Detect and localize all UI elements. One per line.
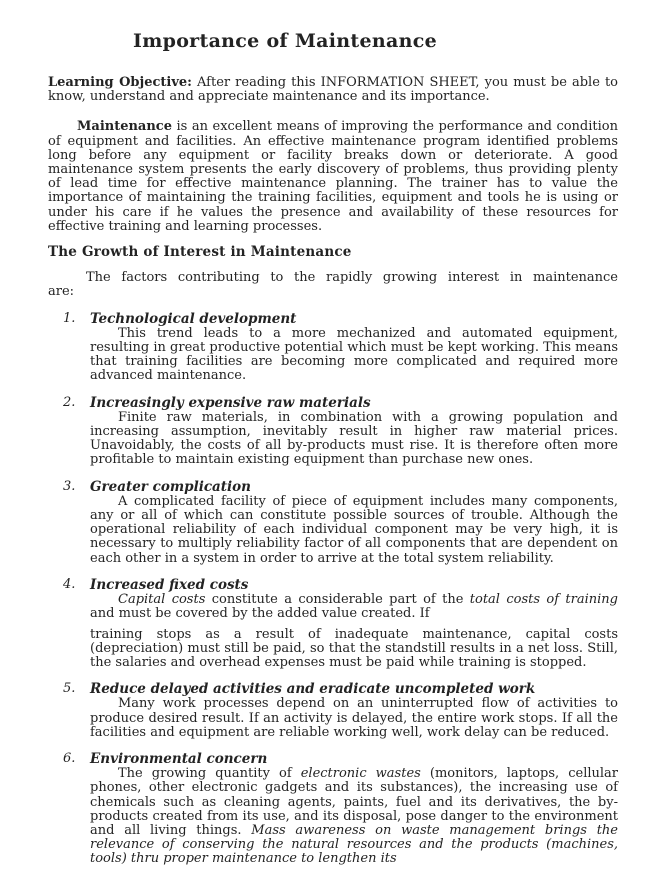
item-body-text: and must be covered by the added value created. If [90, 606, 430, 622]
list-item-technological-development [48, 312, 618, 384]
lead-line-2: are: [48, 284, 75, 300]
item-number: 4. [63, 576, 76, 592]
numbered-list [48, 312, 618, 867]
list-item-greater-complication [48, 480, 618, 566]
item-number: 2. [63, 394, 76, 410]
list-item-expensive-raw-materials [48, 396, 618, 468]
item-body: A complicated facility of piece of equipment includes many components, any or all of which can constitute possible sources of trouble. Although the operational reliability of each individual component may be very high, it is necessary to multiply reliability factor of all components that are dependent on each other in a system in order to arrive at the total system reliability. [90, 493, 618, 566]
item-content [90, 312, 618, 384]
item-body-text: (monitors, laptops, cellular phones, other electronic gadgets and its substances), the increasing use of chemicals such as cleaning agents, paints, fuel and its derivatives, the by-products created from its use, and its disposal, pose danger to the environment and all living things. [90, 766, 619, 838]
item-body-paragraph-2: training stops as a result of inadequate maintenance, capital costs (depreciation) must still be paid, so that the standstill results in a net loss. Still, the salaries and overhead expenses must be paid while training is stopped. [90, 626, 618, 670]
lead-line-1: The factors contributing to the rapidly growing interest in maintenance [86, 270, 618, 286]
lead-paragraph [48, 271, 618, 299]
item-title: Reduce delayed activities and eradicate uncompleted work [90, 681, 536, 698]
item-title: Greater complication [90, 478, 251, 495]
item-title: Increasingly expensive raw materials [90, 394, 371, 411]
item-content [90, 480, 618, 566]
learning-objective-paragraph [48, 76, 618, 104]
item-content [90, 578, 618, 670]
item-body-text: The growing quantity of [118, 766, 301, 782]
item-content [90, 752, 618, 867]
item-number: 6. [63, 750, 76, 766]
maintenance-label: Maintenance [77, 119, 172, 135]
item-number: 1. [63, 310, 76, 326]
page-title: Importance of Maintenance [133, 30, 437, 52]
item-content [90, 396, 618, 468]
item-body: Many work processes depend on an uninterrupted flow of activities to produce desired result. If an activity is delayed, the entire work stops. If all the facilities and equipment are reliable working well, work delay can be reduced. [90, 696, 618, 740]
section-heading: The Growth of Interest in Maintenance [48, 244, 352, 261]
list-item-reduce-delayed-activities [48, 682, 618, 740]
item-content [90, 682, 618, 740]
learning-objective-label: Learning Objective: [48, 75, 192, 90]
item-number: 3. [63, 478, 76, 494]
learning-objective-text: After reading this INFORMATION SHEET, you must be able to know, understand and appreciate maintenance and its importance. [48, 75, 619, 105]
item-title: Environmental concern [90, 750, 268, 767]
maintenance-intro-text: is an excellent means of improving the performance and condition of equipment and facilities. An effective maintenance program identified problems long before any equipment or facility breaks down or deteriorate. A good maintenance system presents the early discovery of problems, thus providing plenty of lead time for effective maintenance planning. The trainer has to value the importance of maintaining the training facilities, equipment and tools he is using or under his care if he values the presence and availability of these resources for effective training and learning processes. [48, 119, 618, 234]
maintenance-intro-paragraph [48, 120, 618, 234]
mass-awareness-italic: Mass awareness on waste management brings the relevance of conserving the natural resources and the products (machines, tools) thru proper maintenance to lengthen its [90, 822, 618, 867]
item-title: Technological development [90, 310, 297, 327]
electronic-wastes-italic: electronic wastes [300, 766, 421, 782]
item-body-paragraph [90, 767, 618, 866]
item-number: 5. [63, 681, 76, 697]
item-body-paragraph-1 [90, 593, 618, 621]
item-body-text: constitute a considerable part of the [205, 592, 470, 608]
list-item-environmental-concern [48, 752, 618, 867]
capital-costs-italic: Capital costs [118, 592, 206, 608]
list-item-increased-fixed-costs [48, 578, 618, 670]
item-body: Finite raw materials, in combination with a growing population and increasing assumption, inevitably result in higher raw material prices. Unavoidably, the costs of all by-products must rise. It is therefore often more profitable to maintain existing equipment than purchase new ones. [90, 409, 618, 468]
item-body: This trend leads to a more mechanized and automated equipment, resulting in great productive potential which must be kept working. This means that training facilities are becoming more complicated and required more advanced maintenance. [90, 325, 618, 384]
total-costs-italic: total costs of training [469, 592, 619, 608]
item-title: Increased fixed costs [90, 576, 249, 593]
